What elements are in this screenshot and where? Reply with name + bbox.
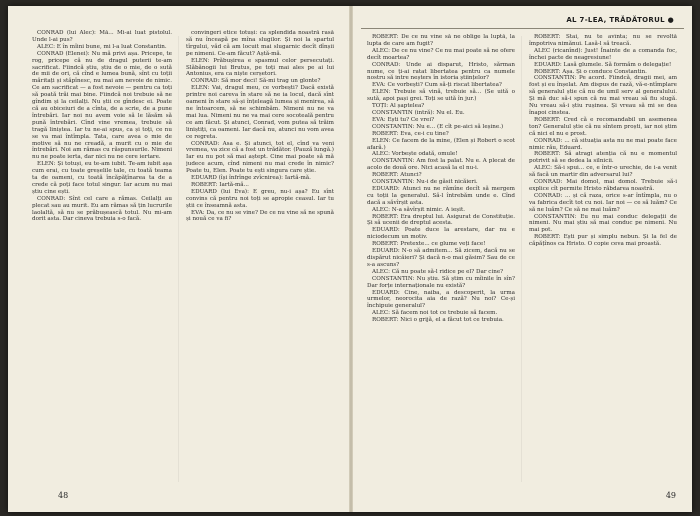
dialogue-line: ROBERT: Eva, ce-i cu tine? bbox=[372, 130, 449, 137]
dialogue-line: ALEC (ricanînd): Just! Înainte de a comanda foc, închei pacte de neagresiune! bbox=[529, 47, 677, 61]
dialogue-line: ALEC: De ce nu vine? Ce nu mai poate să ne ofere decît moartea? bbox=[367, 47, 515, 61]
dialogue-line: EDUARD: N-o să admitem... Să zicem, dacă nu se dispărut nicăieri? Și dacă n-o mai găsim? Sau de ce s-a ascuns? bbox=[367, 248, 515, 268]
dialogue-line: ELEN: Prăbușirea e spasmul celor persecutați. Slăbănogii lui Brutus, pe toți mai ales pe ai lui Antonius, era ca niște cerșetori. bbox=[186, 57, 334, 78]
dialogue-line: CONSTANTIN (intră): Nu el. Eu. bbox=[372, 109, 465, 116]
dialogue-line: CONRAD: ... că situația asta nu ne mai poate face nimic rău, Eduard. bbox=[529, 137, 677, 151]
dialogue-line: CONRAD: Sînt cel care a rămas. Ceilalți au plecat sau au murit. Eu am rămas să țin lucrurile laolaltă, să nu se prăbușească totul. Nu mi-am dorit asta. Dar cineva trebuia s-o facă. bbox=[32, 195, 172, 223]
dialogue-line: EDUARD: Poate duce la arestare, dar nu e niciodecum un motiv. bbox=[367, 227, 515, 241]
dialogue-line: EVA: Ce vorbești? Cum să-ți riscat libertatea? bbox=[372, 82, 502, 89]
dialogue-line: ROBERT: Nici o grijă, el a făcut tot ce trebuia. bbox=[372, 317, 504, 324]
dialogue-line: ROBERT: Așa. Și o conduce Constantin. bbox=[534, 68, 647, 75]
dialogue-line: EVA: Ești tu? Ce vrei? bbox=[372, 116, 435, 123]
book-spread bbox=[8, 6, 692, 512]
left-column-1 bbox=[32, 30, 172, 486]
dialogue-line: ROBERT: Atunci? bbox=[372, 172, 422, 179]
dialogue-line: ELEN: Vai, dragul meu, ce vorbești? Dacă există printre noi careva în stare să ne ia locul, dacă sînt oameni în stare să-și înțeleagă lumea și menirea, să ne întoarcem, să ne schimbăm. Nimeni nu ne va mai lua. Nimeni nu ne va mai cere socoteală pentru ce am făcut. Și atunci, Conrad, vom putea să trăim liniștiți, ca oameni. Iar dacă nu, atunci nu vom avea ce regreta. bbox=[186, 85, 334, 140]
header-rule bbox=[361, 28, 684, 29]
dialogue-line: ELEN: Ce facem de la mine, (Elen și Robert o scot afară.) bbox=[367, 137, 515, 151]
left-page bbox=[8, 6, 349, 512]
dialogue-line: ALEC: Să-i spui... ce, e într-o urechie, de i-a venit să facă un martir din adversarul lui? bbox=[529, 165, 677, 179]
dialogue-line: EVA: Da, ce nu se vine? De ce nu vine să ne spună și nouă ce va fi? bbox=[186, 209, 334, 223]
dialogue-line: ELEN: Trebuie să vină, trebuie să... (Se uită o sută, apoi pași grei. Toți se uită în jur.) bbox=[367, 89, 515, 103]
dialogue-line: CONRAD: Asa e. Și atunci, tot el, cînd va veni vremea, va zice că a fost un trădător. (Pauză lungă.) Iar eu nu pot să mai aștept. Cine mai poate să mă judece acum, cînd nimeni nu mai crede în nimic? Poate tu, Elen. Poate tu ești singura care știe. bbox=[186, 140, 334, 175]
right-column-1 bbox=[367, 34, 515, 492]
dialogue-line: ROBERT: Pretexte... ce glume veți face! bbox=[372, 241, 486, 248]
dialogue-line: CONRAD: ... și că raza, orice s-ar întîmpla, nu o va fabrica decît tot cu noi. Iar noi — ce să luăm? Ce să ne luăm? Ce să ne mai luăm? bbox=[529, 192, 677, 213]
dialogue-line: CONSTANTIN: Nu știu. Să știm cu mîinile în sîn? Dar forțe internaționale nu există? bbox=[367, 275, 515, 289]
dialogue-line: CONRAD (Elenei): Nu mă privi așa. Pricepe, te rog, pricepe că nu de dragul puterii te-am sacrificat. Fiindcă știu, știu de o mie, de o sută de mii de ori, că cînd e lumea bună, sînt cu toții măritați și stăpînesc, nu mai am nevoie de nimic. Ce am sacrificat — a fost nevoie — pentru ca toți să poată trăi mai bine. Fiindcă noi trebuie să ne gîndim și la ceilalți. Nu știi ce gîndesc ei. Poate că au obiceiuri de a cînta, de a scrie, de a pune întrebări. Iar noi nu avem voie să le lăsăm să pună întrebări. Cînd vine vremea, trebuie să tragă liniștea. Iar tu ne-ai spus, ca și toți, ce nu se va mai întîmpla. Tata, care avea o mie de motive să nu ne creadă, a murit cu o mie de întrebări. Noi am rămas cu răspunsurile. Nimeni nu ne poate ierta, dar nici nu ne cere iertare. bbox=[32, 50, 172, 161]
dialogue-line: convingeri etice totuși: ca splendida noastră rasă să nu înceapă pe mîna slugilor. Și noi la spartul tîrgului, văd că am locuit mai slugarnic decît dînșii pe nimeni. Ce-am făcut? Aștă-mă. bbox=[186, 30, 334, 57]
dialogue-line: CONRAD: Mai domol, mai domol. Trebuie să-i explice cît permite Hristo răbdarea noastră. bbox=[529, 179, 677, 192]
dialogue-line: ROBERT: Cred că e recomandabil un asemenea ton? Generalul știe că nu sîntem proști, iar noi știm că nici el nu e prost. bbox=[529, 116, 677, 137]
right-page bbox=[353, 6, 692, 512]
dialogue-line: CONSTANTIN: Pe acord. Fiindcă, dragii mei, am fost și eu înșelat. Am dispus de rază, vă-e-ntîmplare să generalul știe că nu de umil serv al generalului. Și mă duc să-i spun că nu mai vreau să fiu slugă. Nu vreau să-i știu rușinea. Și vreau să mi se dea înapoi cinstea. bbox=[529, 75, 677, 116]
dialogue-line: EDUARD: Cine, naiba, a descoperit, la urma urmelor, neorocita aia de rază? Nu noi? Ce-și închipuie generalul? bbox=[367, 289, 515, 310]
dialogue-line: EDUARD: Atunci nu ne rămîne decît să mergem cu toții la generalul. Să-l întrebăm unde e. Cînd dacă a săvîrșit asta. bbox=[367, 185, 515, 206]
dialogue-line: CONSTANTIN: Nu-i de găsit nicăieri. bbox=[372, 179, 478, 186]
dialogue-line: ROBERT: Stai, nu te avînta; nu se revoltă împotriva nimănui. Lasă-l să treacă. bbox=[529, 34, 677, 47]
dialogue-line: TOȚI: Al șaptelea? bbox=[372, 103, 425, 110]
dialogue-line: EDUARD: Lasă glumele. Să formăm o delegație! bbox=[534, 61, 672, 68]
dialogue-line: CONRAD (lui Alec): Mă... Mi-ai luat pistolul. Unde l-ai pus? bbox=[32, 30, 172, 43]
column-divider bbox=[178, 36, 179, 482]
page-number-left: 48 bbox=[58, 491, 69, 500]
dialogue-line: ALEC: E în mîini bune, mi l-a luat Constantin. bbox=[37, 43, 167, 50]
dialogue-line: ELEN: Și totuși, eu te-am iubit. Te-am iubit așa cum erai, cu toate greșelile tale, cu toată teama ta de oameni, cu toată încăpățînarea ta de a crede că poți face totul singur. Iar acum nu mai știu cine ești. bbox=[32, 161, 172, 195]
dialogue-line: EDUARD (își înfrînge zvîcnirea): Iartă-mă. bbox=[191, 175, 311, 182]
dialogue-line: ROBERT: De ce nu vine să ne oblige la luptă, la lupta de care am fugit? bbox=[367, 34, 515, 47]
dialogue-line: ALEC: N-a săvîrșit nimic. A ieșit. bbox=[372, 206, 465, 213]
column-divider bbox=[521, 36, 522, 482]
dialogue-line: ROBERT: Iartă-mă... bbox=[191, 181, 249, 188]
dialogue-line: CONRAD: Unde ai disparut, Hristo, sărman nume, ce ți-ai ratat libertatea pentru ca numele nostru să intre neșters în istoria științelor? bbox=[367, 61, 515, 82]
right-column-2 bbox=[529, 34, 677, 492]
dialogue-line: CONSTANTIN: Nu e... (E cît pe-aici să leșine.) bbox=[372, 123, 504, 130]
page-number-right: 49 bbox=[665, 491, 676, 500]
dialogue-line: ROBERT: Era dreptul lui. Asigurat de Constituție. Și să ucenii de dreptul acesta. bbox=[367, 213, 515, 227]
running-header: AL 7-LEA, TRĂDĂTORUL ● bbox=[566, 16, 674, 24]
dialogue-line: ROBERT: Ești pur și simplu nebun. Și la fel de căpățînos ca Hristo. O copie ceva mai proastă. bbox=[529, 234, 677, 248]
dialogue-line: CONSTANTIN: Eu nu mai conduc delegații de nimeni. Nu mai știu să mai conduc pe nimeni. Nu mai pot. bbox=[529, 213, 677, 234]
left-column-2 bbox=[186, 30, 334, 486]
dialogue-line: CONRAD: Să mor deci! Să-mi trag un glonte? bbox=[191, 78, 321, 85]
dialogue-line: CONSTANTIN: Am fost la palat. Nu e. A plecat de acolo de două ore. Nici acasă la el nu-i. bbox=[367, 158, 515, 172]
dialogue-line: ROBERT: Să atragi atenția că nu e momentul potrivit să se dedea la silnicii. bbox=[529, 151, 677, 165]
dialogue-line: ALEC: Vorbește odată, omule! bbox=[372, 151, 458, 158]
dialogue-line: ALEC: Că nu poate să-l ridice pe el? Dar cine? bbox=[372, 268, 504, 275]
dialogue-line: EDUARD (lui Eva): E greu, nu-i așa? Eu sînt convins că pentru noi toți se apropie ceasul. Iar tu știi ce înseamnă asta. bbox=[186, 188, 334, 209]
dialogue-line: ALEC: Să facem noi tot ce trebuie să facem. bbox=[372, 310, 498, 317]
